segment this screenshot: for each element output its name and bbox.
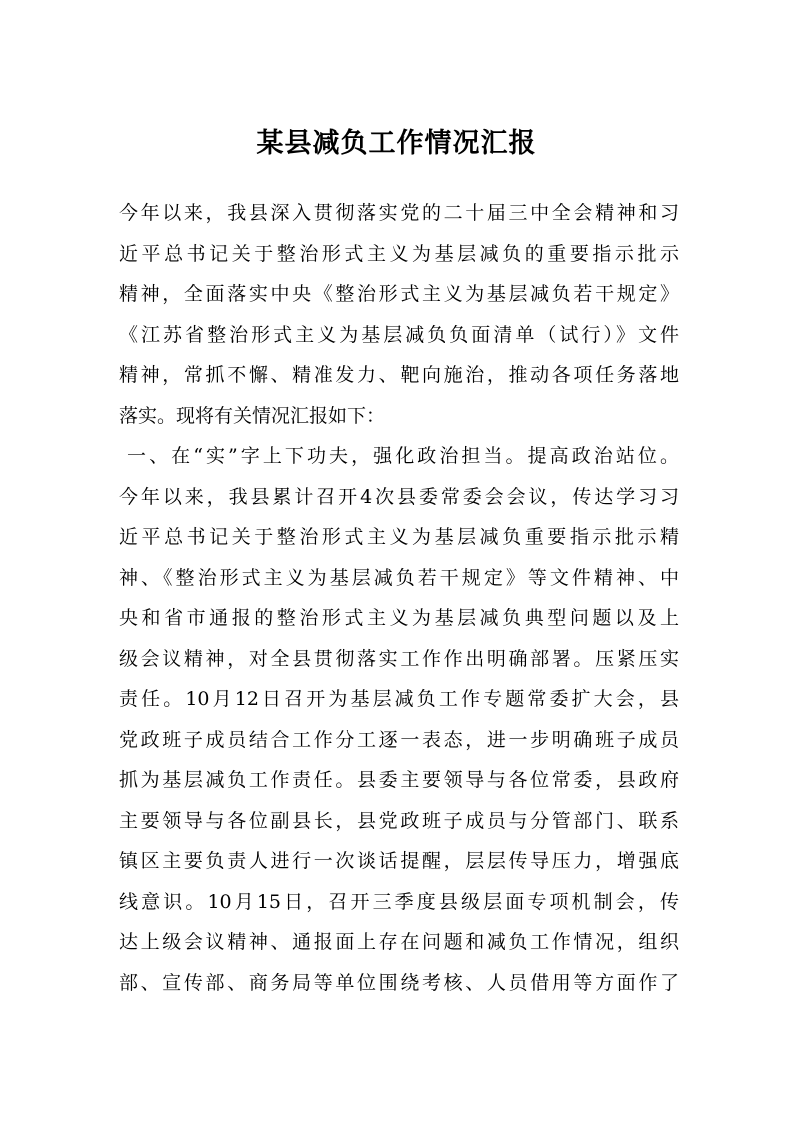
- body-line: 镇区主要负责人进行一次谈话提醒，层层传导压力，增强底: [119, 850, 679, 872]
- body-line: 线意识。10月15日，召开三季度县级层面专项机制会，传: [119, 890, 679, 913]
- body-line: 今年以来，我县深入贯彻落实党的二十届三中全会精神和习: [119, 202, 679, 224]
- body-line: 近平总书记关于整治形式主义为基层减负的重要指示批示: [119, 242, 679, 265]
- body-line: 落实。现将有关情况汇报如下：: [119, 404, 386, 427]
- body-line: 精神，常抓不懈、精准发力、靶向施治，推动各项任务落地: [119, 364, 679, 386]
- body-line: 责任。10月12日召开为基层减负工作专题常委扩大会，县: [119, 688, 679, 710]
- body-line: 《江苏省整治形式主义为基层减负负面清单（试行）》文件: [119, 323, 679, 346]
- body-line: 央和省市通报的整治形式主义为基层减负典型问题以及上: [119, 607, 679, 629]
- body-line: 达上级会议精神、通报面上存在问题和减负工作情况，组织: [119, 931, 679, 953]
- body-line: 神、《整治形式主义为基层减负若干规定》等文件精神、中: [119, 566, 679, 589]
- document-title: 某县减负工作情况汇报: [256, 128, 537, 159]
- body-line: 精神，全面落实中央《整治形式主义为基层减负若干规定》: [119, 283, 679, 305]
- body-line: 抓为基层减负工作责任。县委主要领导与各位常委，县政府: [119, 769, 679, 791]
- body-line: 近平总书记关于整治形式主义为基层减负重要指示批示精: [119, 526, 679, 548]
- section-heading-line: 一、在“实”字上下功夫，强化政治担当。提高政治站位。: [127, 445, 679, 467]
- body-line: 级会议精神，对全县贯彻落实工作作出明确部署。压紧压实: [119, 647, 679, 670]
- document-body: [119, 193, 679, 1003]
- body-line: 主要领导与各位副县长，县党政班子成员与分管部门、联系: [119, 809, 679, 832]
- body-line: 部、宣传部、商务局等单位围绕考核、人员借用等方面作了: [119, 971, 679, 994]
- body-line: 党政班子成员结合工作分工逐一表态，进一步明确班子成员: [119, 728, 679, 751]
- body-line: 今年以来，我县累计召开4次县委常委会会议，传达学习习: [119, 485, 679, 508]
